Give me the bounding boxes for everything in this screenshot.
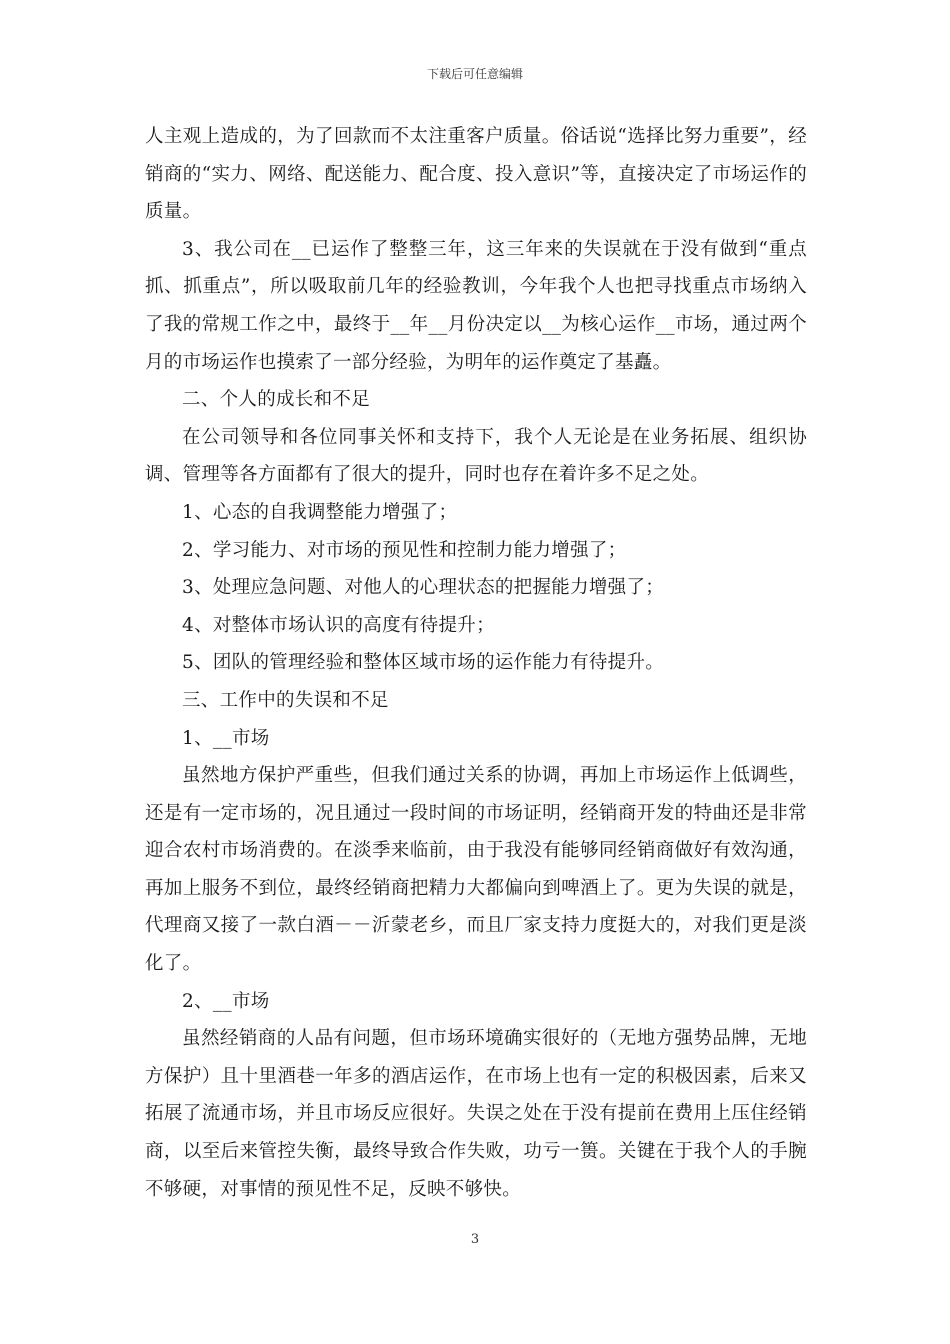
page-header-note: 下载后可任意编辑 [426, 67, 523, 81]
list-item: 4、对整体市场认识的高度有待提升； [182, 614, 495, 636]
paragraph: 3、我公司在__已运作了整整三年，这三年来的失误就在于没有做到“重点抓、抓重点”，所以吸取前几年的经验教训，今年我个人也把寻找重点市场纳入了我的常规工作之中，最终于__年__月份决定以__为核心运作__市场，通过两个月的市场运作也摸索了一部分经验，为明年的运作奠定了基矗。 [145, 238, 807, 373]
list-item: 3、处理应急问题、对他人的心理状态的把握能力增强了； [182, 577, 665, 599]
subsection-heading: 2、__市场 [182, 990, 270, 1012]
list-item: 5、团队的管理经验和整体区域市场的运作能力有待提升。 [182, 652, 665, 674]
subsection-heading: 1、__市场 [182, 727, 270, 749]
paragraph: 在公司领导和各位同事关怀和支持下，我个人无论是在业务拓展、组织协调、管理等各方面都有了很大的提升，同时也存在着许多不足之处。 [145, 426, 807, 486]
list-item: 2、学习能力、对市场的预见性和控制力能力增强了； [182, 539, 627, 561]
document-body [145, 118, 807, 1208]
paragraph: 虽然地方保护严重些，但我们通过关系的协调，再加上市场运作上低调些，还是有一定市场的，况且通过一段时间的市场证明，经销商开发的特曲还是非常迎合农村市场消费的。在淡季来临前，由于我没有能够同经销商做好有效沟通，再加上服务不到位，最终经销商把精力大都偏向到啤酒上了。更为失误的就是，代理商又接了一款白酒－－沂蒙老乡，而且厂家支持力度挺大的，对我们更是淡化了。 [145, 765, 807, 975]
paragraph: 人主观上造成的，为了回款而不太注重客户质量。俗话说“选择比努力重要”，经销商的“实力、网络、配送能力、配合度、投入意识”等，直接决定了市场运作的质量。 [145, 126, 807, 223]
section-heading: 三、工作中的失误和不足 [182, 689, 389, 711]
section-heading: 二、个人的成长和不足 [182, 389, 371, 411]
page-number: 3 [470, 1232, 480, 1247]
paragraph: 虽然经销商的人品有问题，但市场环境确实很好的（无地方强势品牌，无地方保护）且十里酒巷一年多的酒店运作，在市场上也有一定的积极因素，后来又拓展了流通市场，并且市场反应很好。失误之处在于没有提前在费用上压住经销商，以至后来管控失衡，最终导致合作失败，功亏一篑。关键在于我个人的手腕不够硬，对事情的预见性不足，反映不够快。 [145, 1028, 807, 1200]
list-item: 1、心态的自我调整能力增强了； [182, 501, 458, 523]
